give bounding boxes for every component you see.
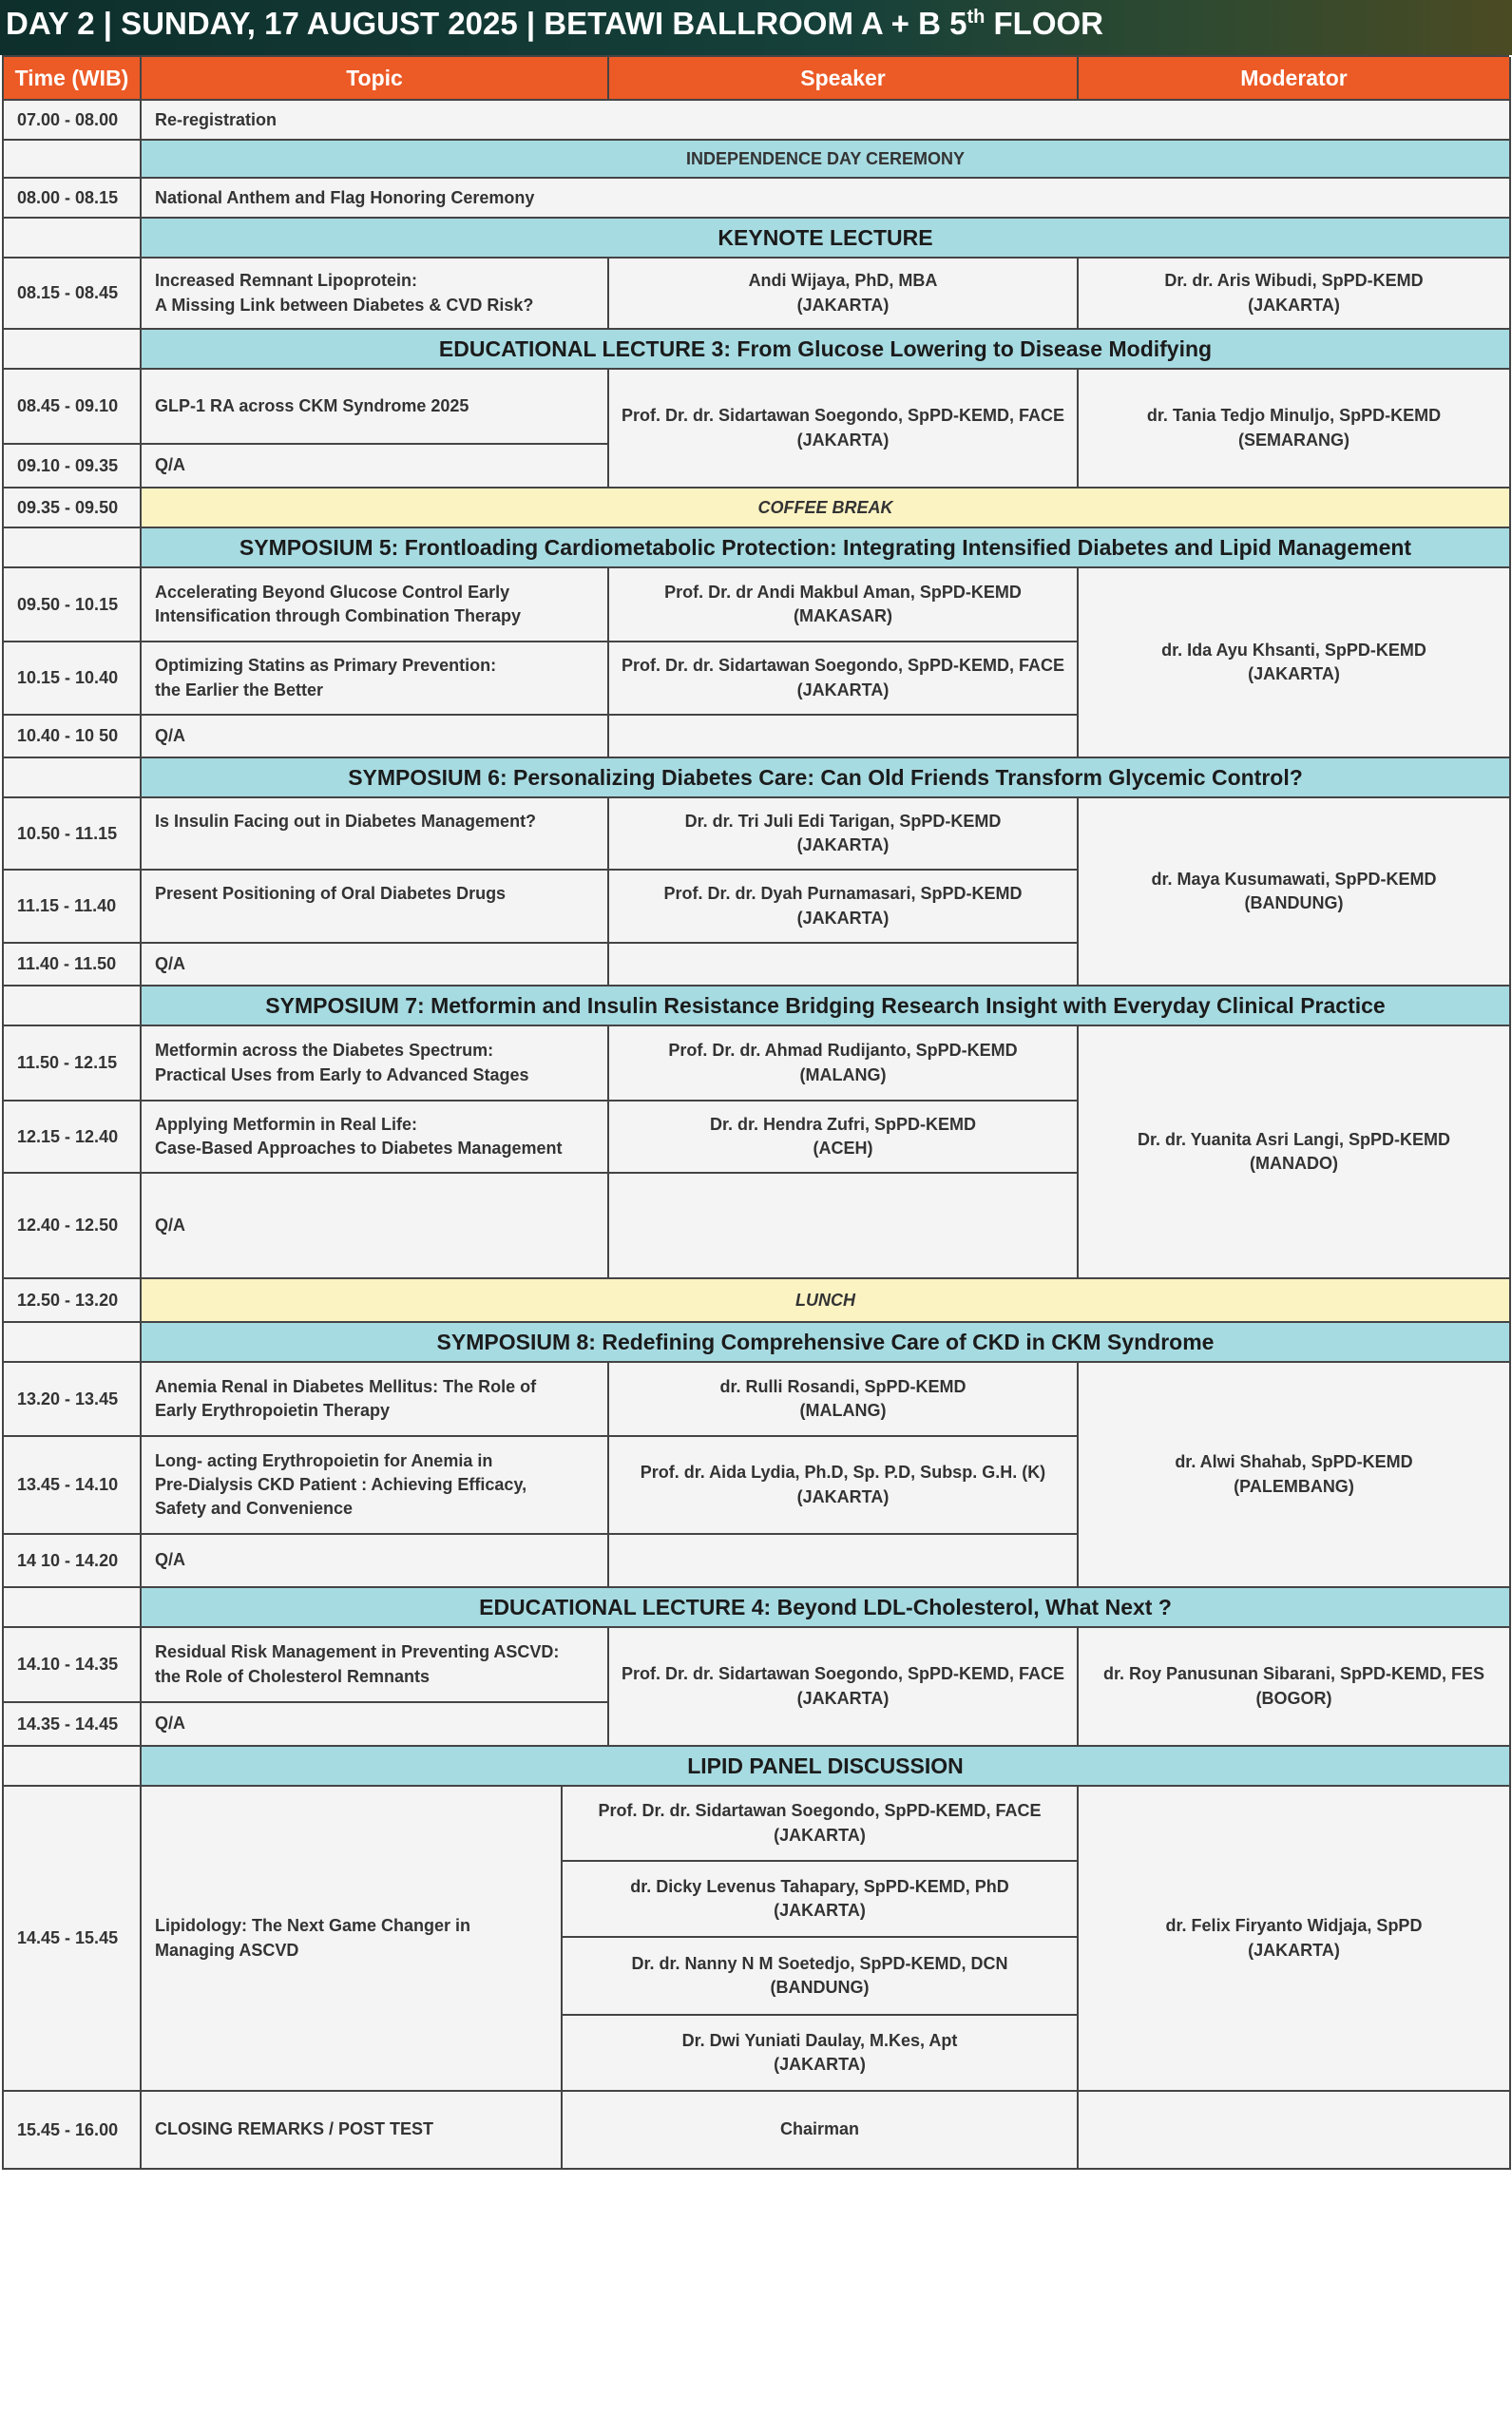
time-cell: 14 10 - 14.20	[4, 1535, 142, 1588]
empty-cell	[4, 1747, 142, 1787]
speaker-cell: Dr. dr. Hendra Zufri, SpPD-KEMD (ACEH)	[609, 1102, 1079, 1174]
time-cell: 10.40 - 10 50	[4, 716, 142, 758]
moderator-cell: dr. Felix Firyanto Widjaja, SpPD (JAKARTA)	[1079, 1787, 1511, 2092]
topic-cell: Q/A	[142, 944, 609, 987]
speaker-cell: Prof. Dr. dr. Ahmad Rudijanto, SpPD-KEMD (MALANG)	[609, 1026, 1079, 1102]
empty-cell	[4, 987, 142, 1026]
topic-cell: Q/A	[142, 1535, 609, 1588]
time-cell: 11.50 - 12.15	[4, 1026, 142, 1102]
topic-cell: Applying Metformin in Real Life: Case-Based Approaches to Diabetes Management	[142, 1102, 609, 1174]
empty-cell	[1079, 2092, 1511, 2170]
time-cell: 14.45 - 15.45	[4, 1787, 142, 2092]
topic-cell: Re-registration	[142, 101, 1511, 141]
break-label: LUNCH	[142, 1279, 1511, 1323]
time-cell: 14.10 - 14.35	[4, 1628, 142, 1703]
topic-cell: Lipidology: The Next Game Changer in Managing ASCVD	[142, 1787, 563, 2092]
break-label: COFFEE BREAK	[142, 489, 1511, 528]
empty-cell	[4, 1323, 142, 1363]
time-cell: 15.45 - 16.00	[4, 2092, 142, 2170]
time-cell: 12.50 - 13.20	[4, 1279, 142, 1323]
section-header: KEYNOTE LECTURE	[142, 219, 1511, 259]
time-cell: 07.00 - 08.00	[4, 101, 142, 141]
panelist-cell: Dr. Dwi Yuniati Daulay, M.Kes, Apt (JAKARTA)	[563, 2016, 1079, 2092]
section-header: EDUCATIONAL LECTURE 4: Beyond LDL-Cholesterol, What Next ?	[142, 1588, 1511, 1628]
speaker-cell: Chairman	[563, 2092, 1079, 2170]
section-header: SYMPOSIUM 5: Frontloading Cardiometabolic Protection: Integrating Intensified Diabetes and Lipid Management	[142, 528, 1511, 568]
header-topic: Topic	[142, 57, 609, 101]
topic-cell: Accelerating Beyond Glucose Control Early Intensification through Combination Therapy	[142, 568, 609, 642]
header-moderator: Moderator	[1079, 57, 1511, 101]
topic-cell: Q/A	[142, 1174, 609, 1279]
moderator-cell: dr. Maya Kusumawati, SpPD-KEMD (BANDUNG)	[1079, 798, 1511, 987]
moderator-cell: dr. Alwi Shahab, SpPD-KEMD (PALEMBANG)	[1079, 1363, 1511, 1588]
time-cell: 11.40 - 11.50	[4, 944, 142, 987]
topic-cell: Present Positioning of Oral Diabetes Drugs	[142, 871, 609, 944]
time-cell: 12.40 - 12.50	[4, 1174, 142, 1279]
panelist-cell: Dr. dr. Nanny N M Soetedjo, SpPD-KEMD, DCN (BANDUNG)	[563, 1938, 1079, 2016]
speaker-cell: Prof. Dr. dr. Sidartawan Soegondo, SpPD-KEMD, FACE (JAKARTA)	[609, 1628, 1079, 1747]
section-header: LIPID PANEL DISCUSSION	[142, 1747, 1511, 1787]
topic-cell: GLP-1 RA across CKM Syndrome 2025	[142, 370, 609, 445]
moderator-cell: Dr. dr. Yuanita Asri Langi, SpPD-KEMD (MANADO)	[1079, 1026, 1511, 1279]
topic-cell: CLOSING REMARKS / POST TEST	[142, 2092, 563, 2170]
topic-cell: Q/A	[142, 716, 609, 758]
section-header: SYMPOSIUM 6: Personalizing Diabetes Care: Can Old Friends Transform Glycemic Control?	[142, 758, 1511, 798]
schedule-table	[2, 55, 1509, 2170]
empty-cell	[4, 528, 142, 568]
speaker-cell: Prof. Dr. dr Andi Makbul Aman, SpPD-KEMD (MAKASAR)	[609, 568, 1079, 642]
panelist-cell: dr. Dicky Levenus Tahapary, SpPD-KEMD, PhD (JAKARTA)	[563, 1862, 1079, 1938]
moderator-cell: dr. Ida Ayu Khsanti, SpPD-KEMD (JAKARTA)	[1079, 568, 1511, 758]
time-cell: 10.15 - 10.40	[4, 642, 142, 716]
empty-cell	[4, 758, 142, 798]
speaker-cell: Prof. Dr. dr. Sidartawan Soegondo, SpPD-KEMD, FACE (JAKARTA)	[609, 370, 1079, 489]
empty-cell	[609, 1535, 1079, 1588]
empty-cell	[4, 141, 142, 179]
moderator-cell: Dr. dr. Aris Wibudi, SpPD-KEMD (JAKARTA)	[1079, 259, 1511, 330]
time-cell: 09.50 - 10.15	[4, 568, 142, 642]
page-title: DAY 2 | SUNDAY, 17 AUGUST 2025 | BETAWI BALLROOM A + B 5th FLOOR	[0, 0, 1512, 55]
header-speaker: Speaker	[609, 57, 1079, 101]
speaker-cell: dr. Rulli Rosandi, SpPD-KEMD (MALANG)	[609, 1363, 1079, 1437]
topic-cell: Long- acting Erythropoietin for Anemia in Pre-Dialysis CKD Patient : Achieving Efficacy, Safety and Convenience	[142, 1437, 609, 1535]
time-cell: 08.00 - 08.15	[4, 179, 142, 219]
header-time: Time (WIB)	[4, 57, 142, 101]
section-header: SYMPOSIUM 7: Metformin and Insulin Resistance Bridging Research Insight with Everyday Clinical Practice	[142, 987, 1511, 1026]
empty-cell	[609, 1174, 1079, 1279]
section-header: EDUCATIONAL LECTURE 3: From Glucose Lowering to Disease Modifying	[142, 330, 1511, 370]
topic-cell: National Anthem and Flag Honoring Ceremony	[142, 179, 1511, 219]
speaker-cell: Andi Wijaya, PhD, MBA (JAKARTA)	[609, 259, 1079, 330]
empty-cell	[609, 716, 1079, 758]
topic-cell: Is Insulin Facing out in Diabetes Management?	[142, 798, 609, 871]
empty-cell	[609, 944, 1079, 987]
time-cell: 12.15 - 12.40	[4, 1102, 142, 1174]
time-cell: 11.15 - 11.40	[4, 871, 142, 944]
empty-cell	[4, 219, 142, 259]
speaker-cell: Dr. dr. Tri Juli Edi Tarigan, SpPD-KEMD (JAKARTA)	[609, 798, 1079, 871]
empty-cell	[4, 1588, 142, 1628]
topic-cell: Increased Remnant Lipoprotein: A Missing Link between Diabetes & CVD Risk?	[142, 259, 609, 330]
time-cell: 13.20 - 13.45	[4, 1363, 142, 1437]
speaker-cell: Prof. Dr. dr. Sidartawan Soegondo, SpPD-KEMD, FACE (JAKARTA)	[609, 642, 1079, 716]
time-cell: 09.35 - 09.50	[4, 489, 142, 528]
topic-cell: Q/A	[142, 445, 609, 489]
time-cell: 08.45 - 09.10	[4, 370, 142, 445]
topic-cell: Anemia Renal in Diabetes Mellitus: The Role of Early Erythropoietin Therapy	[142, 1363, 609, 1437]
topic-cell: Metformin across the Diabetes Spectrum: Practical Uses from Early to Advanced Stages	[142, 1026, 609, 1102]
time-cell: 08.15 - 08.45	[4, 259, 142, 330]
moderator-cell: dr. Tania Tedjo Minuljo, SpPD-KEMD (SEMARANG)	[1079, 370, 1511, 489]
speaker-cell: Prof. dr. Aida Lydia, Ph.D, Sp. P.D, Subsp. G.H. (K) (JAKARTA)	[609, 1437, 1079, 1535]
panelist-cell: Prof. Dr. dr. Sidartawan Soegondo, SpPD-KEMD, FACE (JAKARTA)	[563, 1787, 1079, 1862]
time-cell: 09.10 - 09.35	[4, 445, 142, 489]
topic-cell: Residual Risk Management in Preventing ASCVD: the Role of Cholesterol Remnants	[142, 1628, 609, 1703]
time-cell: 14.35 - 14.45	[4, 1703, 142, 1747]
time-cell: 10.50 - 11.15	[4, 798, 142, 871]
moderator-cell: dr. Roy Panusunan Sibarani, SpPD-KEMD, FES (BOGOR)	[1079, 1628, 1511, 1747]
empty-cell	[4, 330, 142, 370]
speaker-cell: Prof. Dr. dr. Dyah Purnamasari, SpPD-KEMD (JAKARTA)	[609, 871, 1079, 944]
topic-cell: Optimizing Statins as Primary Prevention: the Earlier the Better	[142, 642, 609, 716]
section-header: INDEPENDENCE DAY CEREMONY	[142, 141, 1511, 179]
time-cell: 13.45 - 14.10	[4, 1437, 142, 1535]
section-header: SYMPOSIUM 8: Redefining Comprehensive Care of CKD in CKM Syndrome	[142, 1323, 1511, 1363]
topic-cell: Q/A	[142, 1703, 609, 1747]
